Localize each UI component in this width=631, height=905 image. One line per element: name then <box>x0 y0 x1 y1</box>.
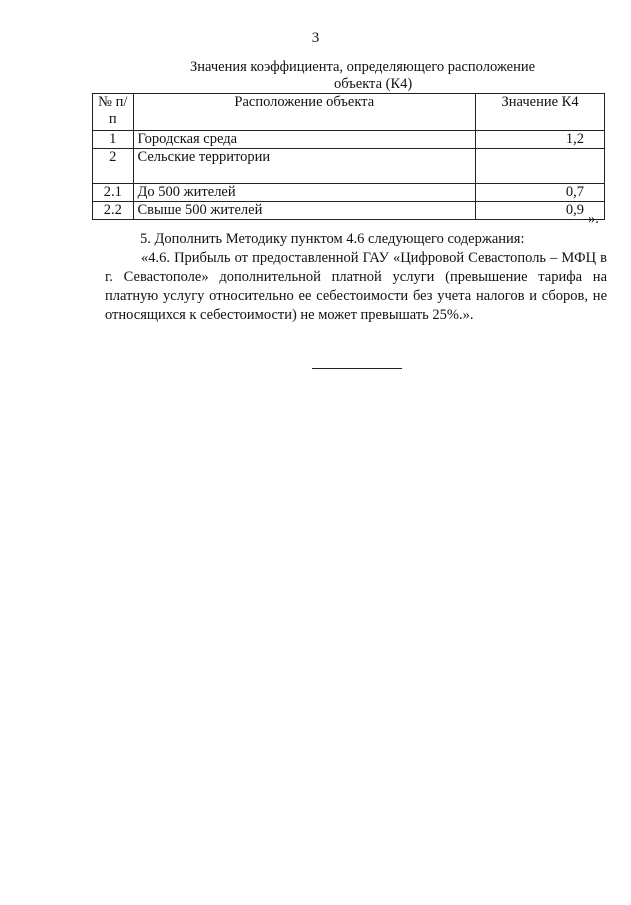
page-number: 3 <box>311 30 320 46</box>
table-row <box>93 149 605 184</box>
coefficient-table <box>92 93 605 220</box>
table-row <box>93 184 605 202</box>
paragraph-amendment-text <box>105 249 607 325</box>
table-row <box>93 131 605 149</box>
table-caption-line-2: объекта (К4) <box>334 76 413 92</box>
header-value: Значение К4 <box>476 94 605 131</box>
row-value: 1,2 <box>476 131 605 149</box>
row-num: 1 <box>93 131 134 149</box>
row-num: 2.2 <box>93 202 134 220</box>
header-num: № п/п <box>93 94 134 131</box>
closing-quote: ». <box>588 211 599 227</box>
header-location: Расположение объекта <box>133 94 476 131</box>
row-value <box>476 149 605 184</box>
row-value: 0,9 <box>476 202 605 220</box>
row-location: Городская среда <box>133 131 476 149</box>
row-location: Свыше 500 жителей <box>133 202 476 220</box>
row-value: 0,7 <box>476 184 605 202</box>
table-caption-line-1: Значения коэффициента, определяющего расположение <box>190 59 536 75</box>
separator-line <box>312 368 402 369</box>
table-header-row <box>93 94 605 131</box>
paragraph-amendment-intro: 5. Дополнить Методику пунктом 4.6 следующего содержания: <box>140 231 525 247</box>
table-caption <box>190 59 570 93</box>
row-num: 2.1 <box>93 184 134 202</box>
row-location: Сельские территории <box>133 149 476 184</box>
paragraph-amendment-body: «4.6. Прибыль от предоставленной ГАУ «Цифровой Севастополь – МФЦ в г. Севастополе» дополнительной платной услуги (превышение тарифа на платную услугу относительно ее себестоимости без учета налогов и сборов, не относящихся к себестоимости) не может превышать 25%.». <box>105 250 607 323</box>
row-location: До 500 жителей <box>133 184 476 202</box>
row-num: 2 <box>93 149 134 184</box>
table-row <box>93 202 605 220</box>
